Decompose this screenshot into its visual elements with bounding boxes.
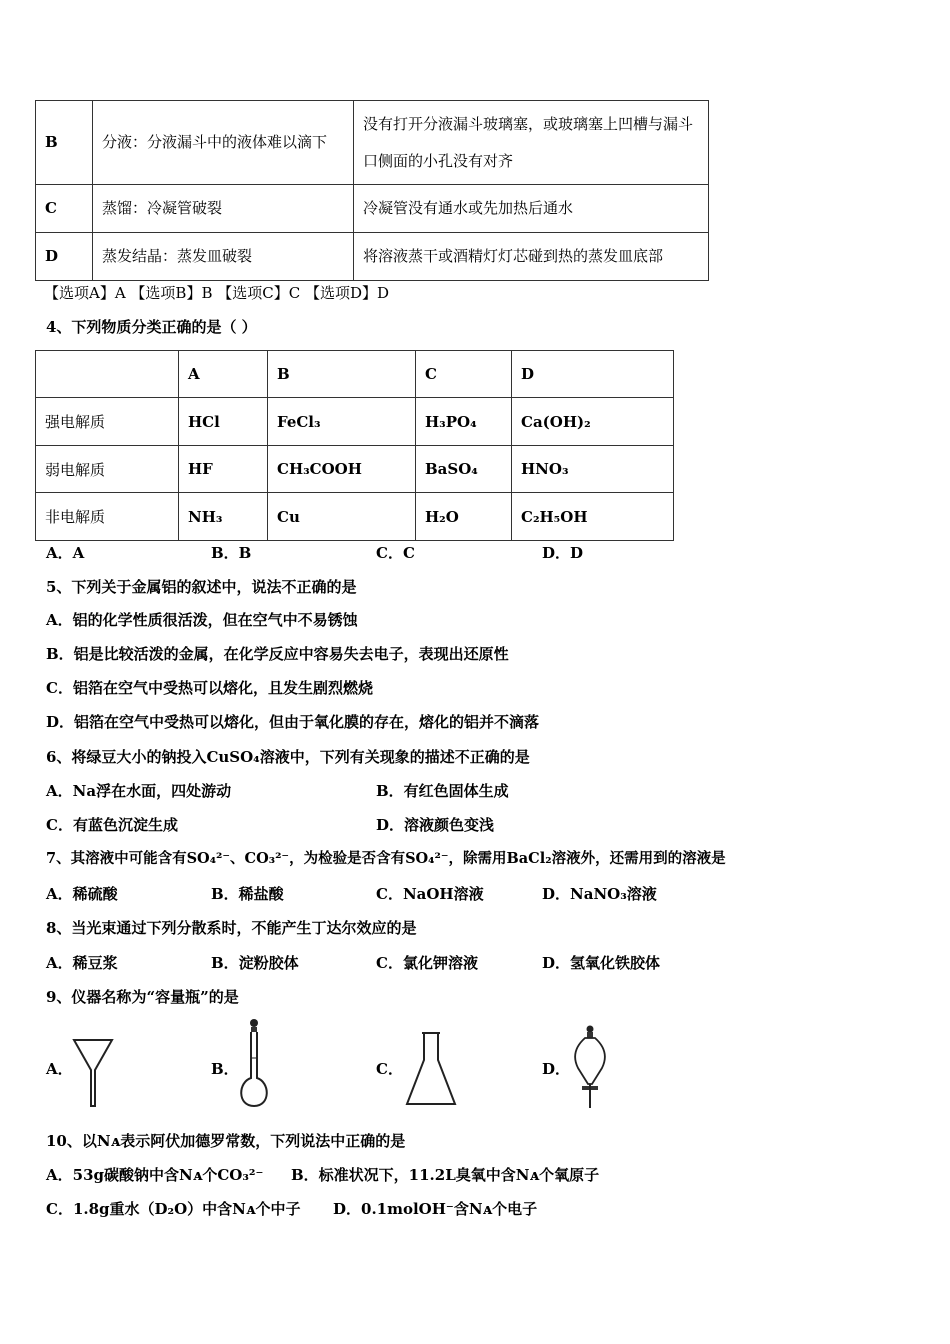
q3-options: 【选项A】A 【选项B】B 【选项C】C 【选项D】D — [44, 284, 390, 302]
q10-stem: 10、以Nᴀ表示阿伏加德罗常数，下列说法中正确的是 — [46, 1132, 406, 1150]
cell-operation: 分液：分液漏斗中的液体难以滴下 — [93, 101, 354, 185]
q4-stem: 4、下列物质分类正确的是（ ） — [46, 318, 257, 336]
table-row — [36, 446, 674, 493]
q8-stem: 8、当光束通过下列分散系时，不能产生丁达尔效应的是 — [46, 919, 417, 937]
q10-option-b[interactable]: B．标准状况下，11.2L臭氧中含Nᴀ个氧原子 — [291, 1166, 600, 1184]
q5-option-b[interactable]: B．铝是比较活泼的金属，在化学反应中容易失去电子，表现出还原性 — [46, 645, 509, 663]
q4-option-c[interactable]: C．C — [376, 544, 415, 562]
q9-option-d[interactable]: D． — [542, 1060, 571, 1078]
cell-reason: 将溶液蒸干或酒精灯灯芯碰到热的蒸发皿底部 — [354, 233, 709, 281]
cell-operation: 蒸发结晶：蒸发皿破裂 — [93, 233, 354, 281]
q5-option-d[interactable]: D．铝箔在空气中受热可以熔化，但由于氧化膜的存在，熔化的铝并不滴落 — [46, 713, 540, 731]
q8-option-b[interactable]: B．淀粉胶体 — [211, 954, 299, 972]
header-cell — [36, 351, 179, 398]
q9-option-c[interactable]: C． — [376, 1060, 403, 1078]
q5-option-a[interactable]: A．铝的化学性质很活泼，但在空气中不易锈蚀 — [46, 611, 358, 629]
table-experiment-errors — [35, 100, 709, 281]
q10-option-a[interactable]: A．53g碳酸钠中含Nᴀ个CO₃²⁻ — [46, 1166, 264, 1184]
q4-option-d[interactable]: D．D — [542, 544, 584, 562]
funnel-icon — [72, 1036, 114, 1108]
row-label: 非电解质 — [36, 493, 179, 541]
q6-option-b[interactable]: B．有红色固体生成 — [376, 782, 509, 800]
cell-operation: 蒸馏：冷凝管破裂 — [93, 185, 354, 233]
q6-option-c[interactable]: C．有蓝色沉淀生成 — [46, 816, 178, 834]
cell-reason: 没有打开分液漏斗玻璃塞，或玻璃塞上凹槽与漏斗口侧面的小孔没有对齐 — [354, 101, 709, 185]
cell: NH₃ — [179, 493, 268, 541]
cell: H₃PO₄ — [416, 398, 512, 446]
q8-option-d[interactable]: D．氢氧化铁胶体 — [542, 954, 661, 972]
q5-option-c[interactable]: C．铝箔在空气中受热可以熔化，且发生剧烈燃烧 — [46, 679, 373, 697]
q10-option-c[interactable]: C．1.8g重水（D₂O）中含Nᴀ个中子 — [46, 1200, 301, 1218]
q9-option-a[interactable]: A． — [46, 1060, 73, 1078]
q5-stem: 5、下列关于金属铝的叙述中，说法不正确的是 — [46, 578, 357, 596]
cell-key: B — [36, 101, 93, 185]
cell: HCl — [179, 398, 268, 446]
separatory-funnel-icon — [570, 1024, 610, 1110]
cell: FeCl₃ — [268, 398, 416, 446]
q7-option-d[interactable]: D．NaNO₃溶液 — [542, 885, 657, 903]
cell: Cu — [268, 493, 416, 541]
q8-option-c[interactable]: C．氯化钾溶液 — [376, 954, 478, 972]
cell: HF — [179, 446, 268, 493]
row-label: 弱电解质 — [36, 446, 179, 493]
cell: C₂H₅OH — [512, 493, 674, 541]
q7-option-b[interactable]: B．稀盐酸 — [211, 885, 284, 903]
table-row — [36, 233, 709, 281]
q4-option-b[interactable]: B．B — [211, 544, 252, 562]
q8-option-a[interactable]: A．稀豆浆 — [46, 954, 118, 972]
table-row — [36, 185, 709, 233]
volumetric-flask-icon — [234, 1018, 274, 1110]
header-cell: B — [268, 351, 416, 398]
header-cell: A — [179, 351, 268, 398]
q6-option-d[interactable]: D．溶液颜色变浅 — [376, 816, 495, 834]
header-cell: D — [512, 351, 674, 398]
q9-option-b[interactable]: B． — [211, 1060, 239, 1078]
q9-stem: 9、仪器名称为“容量瓶”的是 — [46, 988, 239, 1006]
cell: Ca(OH)₂ — [512, 398, 674, 446]
table-classification — [35, 350, 674, 541]
table-header-row — [36, 351, 674, 398]
q7-option-a[interactable]: A．稀硫酸 — [46, 885, 118, 903]
cell-reason: 冷凝管没有通水或先加热后通水 — [354, 185, 709, 233]
table-row — [36, 398, 674, 446]
q7-stem: 7、其溶液中可能含有SO₄²⁻、CO₃²⁻，为检验是否含有SO₄²⁻，除需用BaCl₂溶液外，还需用到的溶液是 — [46, 850, 726, 867]
q6-option-a[interactable]: A．Na浮在水面，四处游动 — [46, 782, 232, 800]
header-cell: C — [416, 351, 512, 398]
row-label: 强电解质 — [36, 398, 179, 446]
q6-stem: 6、将绿豆大小的钠投入CuSO₄溶液中，下列有关现象的描述不正确的是 — [46, 748, 530, 766]
cell: BaSO₄ — [416, 446, 512, 493]
cell: CH₃COOH — [268, 446, 416, 493]
conical-flask-icon — [404, 1030, 458, 1108]
q7-option-c[interactable]: C．NaOH溶液 — [376, 885, 484, 903]
table-row — [36, 493, 674, 541]
cell-key: C — [36, 185, 93, 233]
cell: HNO₃ — [512, 446, 674, 493]
cell-key: D — [36, 233, 93, 281]
q4-option-a[interactable]: A．A — [46, 544, 85, 562]
table-row — [36, 101, 709, 185]
q10-option-d[interactable]: D．0.1molOH⁻含Nᴀ个电子 — [333, 1200, 538, 1218]
cell: H₂O — [416, 493, 512, 541]
